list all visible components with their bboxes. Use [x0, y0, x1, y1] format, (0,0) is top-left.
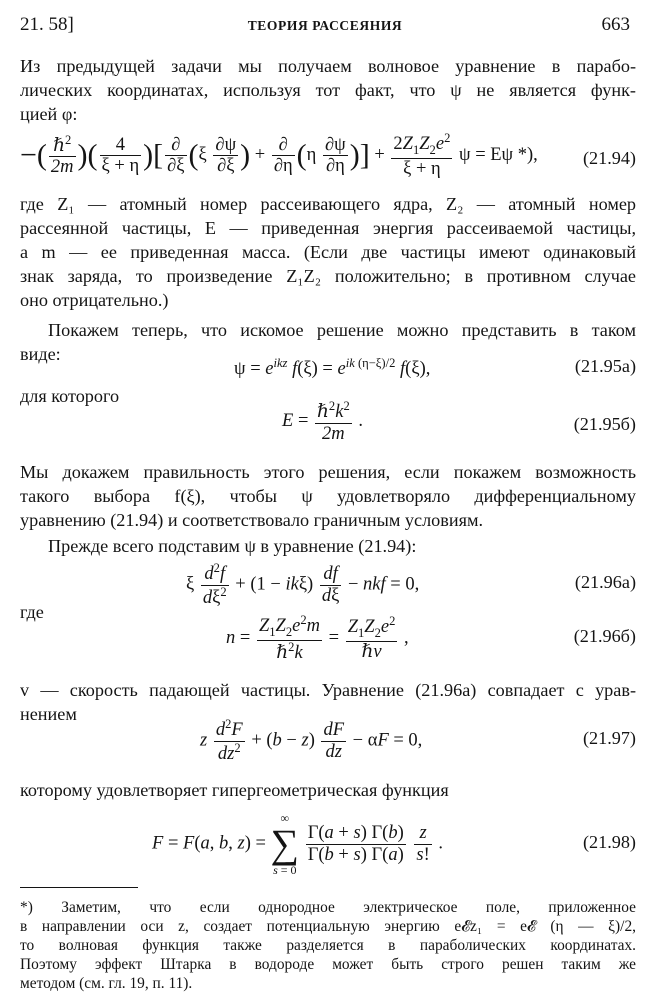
footnote-divider [20, 887, 138, 888]
text-line: v — скорость падающей частицы. Уравнение (21.96а) совпадает с урав- [20, 680, 636, 700]
text-line: Из предыдущей задачи мы получаем волновое уравнение в парабо- [20, 56, 636, 76]
text-line: цией φ: [20, 104, 78, 124]
equation-number: (21.95а) [574, 356, 636, 376]
footnote-line: методом (см. гл. 19, п. 11). [20, 975, 193, 992]
equation-number: (21.96б) [573, 626, 636, 646]
text-line: Покажем теперь, что искомое решение можно представить в таком [48, 320, 636, 340]
equation-number: (21.95б) [573, 414, 636, 434]
text-line: а m — ее приведенная масса. (Если две частицы имеют одинаковый [20, 242, 636, 262]
text-line: знак заряда, то произведение Z₁Z₂ положительно; в противном случае [20, 266, 636, 286]
text-line: нением [20, 704, 77, 724]
footnote-line: *) Заметим, что если однородное электрическое поле, приложенное [20, 899, 636, 916]
equation-number: (21.97) [582, 728, 636, 748]
footnote-line: Поэтому эффект Штарка в водороде может быть строго решен таким же [20, 956, 636, 973]
equation-21-96b: n = $\frac{Z_1Z_2e^2m}{\hbar^2k}$ = $\frac{Z_1Z_2e^2}{\text{ℏv}}$ , [226, 613, 409, 663]
equation-21-97: z $\frac{d^2F}{dz^2}$ + (b − z) $\frac{dF}{dz}$ − αF = 0, [200, 717, 423, 764]
equation-21-94: −( $\frac{\hbar^2}{2m}$ )( $\frac{4}{\xi + \eta}$ )[ $\frac{\partial}{\partial\xi}$ (ξ $\frac{\partial\psi}{\partial\xi}$ ) + $\frac{\partial}{\partial\eta}$ (η $\frac{\partial\psi}{\partial\eta}$ )] + $\frac{2Z_1Z_2e^2}{\xi + \eta}$ ψ = Eψ *), [20, 131, 538, 179]
equation-21-96a: ξ $\frac{d^2f}{d\xi^2}$ + (1 − ikξ) $\frac{df}{d\xi}$ − nkf = 0, [186, 561, 420, 608]
equation-number: (21.96а) [574, 572, 636, 592]
text-line: для которого [20, 386, 120, 406]
equation-21-95a: $\psi = e^{ikz}$ $f(\xi) = e^{ik (\eta-\xi)/2}$ f(ξ), [234, 356, 431, 380]
equation-number: (21.94) [582, 148, 636, 168]
running-title: ТЕОРИЯ РАССЕЯНИЯ [247, 18, 403, 33]
text-line: виде: [20, 344, 61, 364]
text-line: такого выбора f(ξ), чтобы ψ удовлетворяло дифференциальному [20, 486, 636, 506]
text-line: где [20, 602, 44, 622]
equation-rhs: = Eψ *), [475, 144, 538, 165]
section-number: 21. 58] [20, 14, 74, 35]
equation-21-95b: E = $\frac{\hbar^2k^2}{2m}$ . [282, 399, 363, 444]
page-number: 663 [601, 14, 630, 35]
text-line: рассеянной частицы, E — приведенная энергия рассеиваемой частицы, [20, 218, 636, 238]
footnote-line: в направлении оси z, создает потенциальную энергию e𝓔z₁ = e𝓔 (η — ξ)/2, [20, 918, 636, 935]
footnote-line: то волновая функция также разделяется в параболических координатах. [20, 937, 636, 954]
text-line: уравнению (21.94) и соответствовало граничным условиям. [20, 510, 484, 530]
equation-number: (21.98) [582, 832, 636, 852]
text-line: оно отрицательно.) [20, 290, 169, 310]
text-line: лических координатах, используя тот факт, что ψ не является функ- [20, 80, 636, 100]
text-line: Прежде всего подставим ψ в уравнение (21.94): [48, 536, 417, 556]
text-line: Мы докажем правильность этого решения, если покажем возможность [20, 462, 636, 482]
text-line: которому удовлетворяет гипергеометрическая функция [20, 780, 449, 800]
text-line: где Z₁ — атомный номер рассеивающего ядра, Z₂ — атомный номер [20, 194, 636, 214]
equation-21-98: F = F(a, b, z) = ∞ ∑ s = 0 $\frac{\Gamma(a + s) \Gamma(b)}{\Gamma(b + s) \Gamma(a)}$ $\frac{z}{s!}$ . [152, 811, 444, 877]
